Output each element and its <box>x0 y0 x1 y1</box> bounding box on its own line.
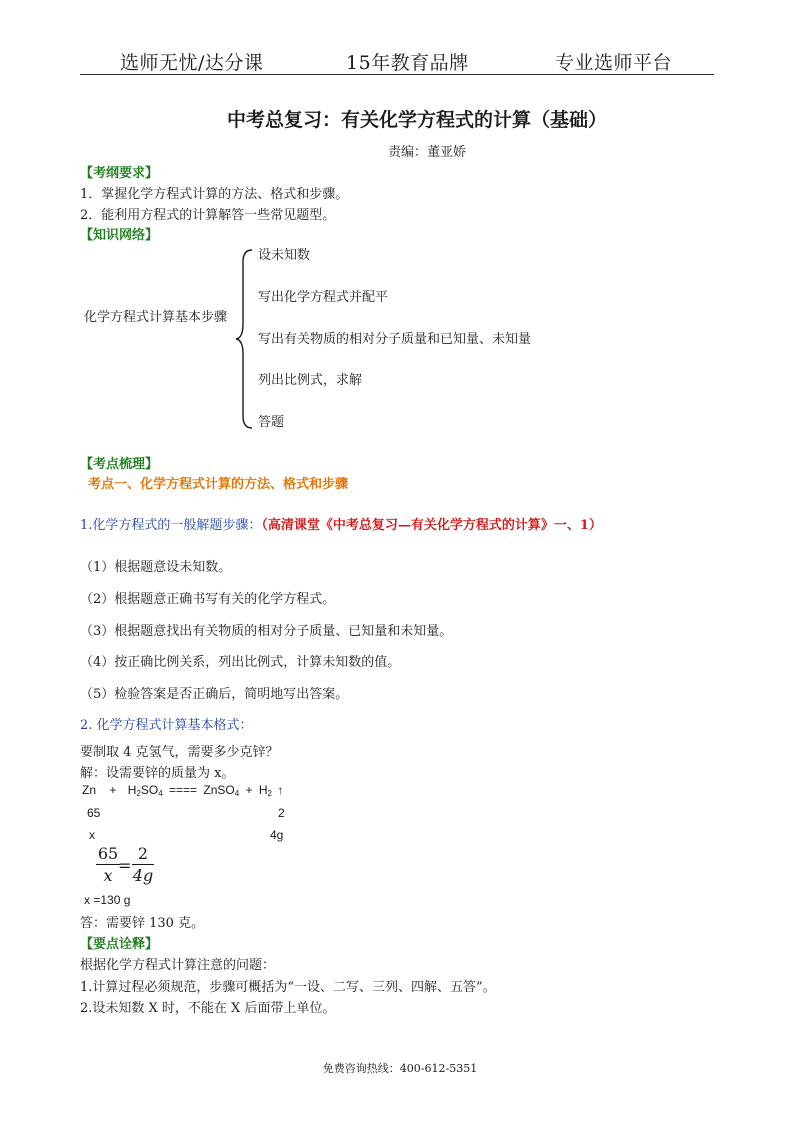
fraction-right: 2 4g <box>132 844 154 885</box>
outline-item: 2．能利用方程式的计算解答一些常见题型。 <box>80 208 336 223</box>
step-item: （3）根据题意找出有关物质的相对分子质量、已知量和未知量。 <box>80 624 453 639</box>
network-root: 化学方程式计算基本步骤 <box>84 310 228 325</box>
network-branch: 设未知数 <box>258 248 311 263</box>
outline-item: 1．掌握化学方程式计算的方法、格式和步骤。 <box>80 187 349 202</box>
section-network-label: 【知识网络】 <box>80 228 159 243</box>
eq-yields: ==== <box>168 783 198 797</box>
page-title: 中考总复习：有关化学方程式的计算（基础） <box>226 109 607 131</box>
format-heading: 2. 化学方程式计算基本格式： <box>80 718 253 733</box>
chemical-equation <box>82 783 283 798</box>
steps-reference: （高清课堂《中考总复习—有关化学方程式的计算》一、1） <box>261 518 602 533</box>
molar-mass-zinc: 65 <box>87 806 101 820</box>
eq-zinc: Zn <box>82 783 97 797</box>
editor-credit: 责编：董亚娇 <box>388 145 467 160</box>
curly-brace <box>234 248 256 430</box>
network-branch: 写出化学方程式并配平 <box>258 290 389 305</box>
header-brand: 选师无忧/达分课 <box>120 52 264 74</box>
step-item: （5）检验答案是否正确后，简明地写出答案。 <box>80 687 349 702</box>
footer-hotline: 免费咨询热线：400-612-5351 <box>322 1062 478 1075</box>
network-branch: 答题 <box>258 415 285 430</box>
eq-sulfuric-acid: $H_2SO_4$ <box>127 783 163 798</box>
section-notes-label: 【要点诠释】 <box>80 937 159 952</box>
example-setup: 解：设需要锌的质量为 x。 <box>80 766 235 781</box>
eq-hydrogen: $H_2$ <box>258 783 272 798</box>
notes-intro: 根据化学方程式计算注意的问题： <box>80 958 276 973</box>
note-item: 1.计算过程必须规范，步骤可概括为“一设、二写、三列、四解、五答”。 <box>80 980 496 995</box>
step-item: （4）按正确比例关系，列出比例式，计算未知数的值。 <box>80 655 401 670</box>
example-question: 要制取 4 克氢气，需要多少克锌？ <box>80 745 279 760</box>
section-points-label: 【考点梳理】 <box>80 457 159 472</box>
header-slogan: 15年教育品牌 <box>346 52 469 74</box>
note-item: 2.设未知数 X 时，不能在 X 后面带上单位。 <box>80 1001 336 1016</box>
molar-mass-hydrogen: 2 <box>278 806 285 820</box>
unknown-mass: x <box>89 828 95 842</box>
eq-plus: + <box>245 783 253 797</box>
step-item: （2）根据题意正确书写有关的化学方程式。 <box>80 592 336 607</box>
result-line: x =130 g <box>84 893 131 907</box>
header-divider <box>80 74 714 75</box>
fraction-left: 65 x <box>97 844 119 885</box>
eq-zinc-sulfate: ZnSO$_4$ <box>203 783 240 798</box>
header-platform: 专业选师平台 <box>555 52 673 74</box>
steps-heading-line <box>80 514 602 533</box>
fraction-equals: = <box>118 856 132 875</box>
steps-heading: 1.化学方程式的一般解题步骤： <box>80 518 262 533</box>
eq-plus: + <box>109 783 117 797</box>
section-outline-label: 【考纲要求】 <box>80 166 159 181</box>
known-mass: 4g <box>270 828 284 842</box>
network-branch: 列出比例式，求解 <box>258 373 363 388</box>
gas-arrow-icon: ↑ <box>277 783 284 797</box>
network-branch: 写出有关物质的相对分子质量和已知量、未知量 <box>258 332 532 347</box>
step-item: （1）根据题意设未知数。 <box>80 560 232 575</box>
point1-title: 考点一、化学方程式计算的方法、格式和步骤 <box>88 477 349 492</box>
answer-line: 答：需要锌 130 克。 <box>80 916 205 931</box>
